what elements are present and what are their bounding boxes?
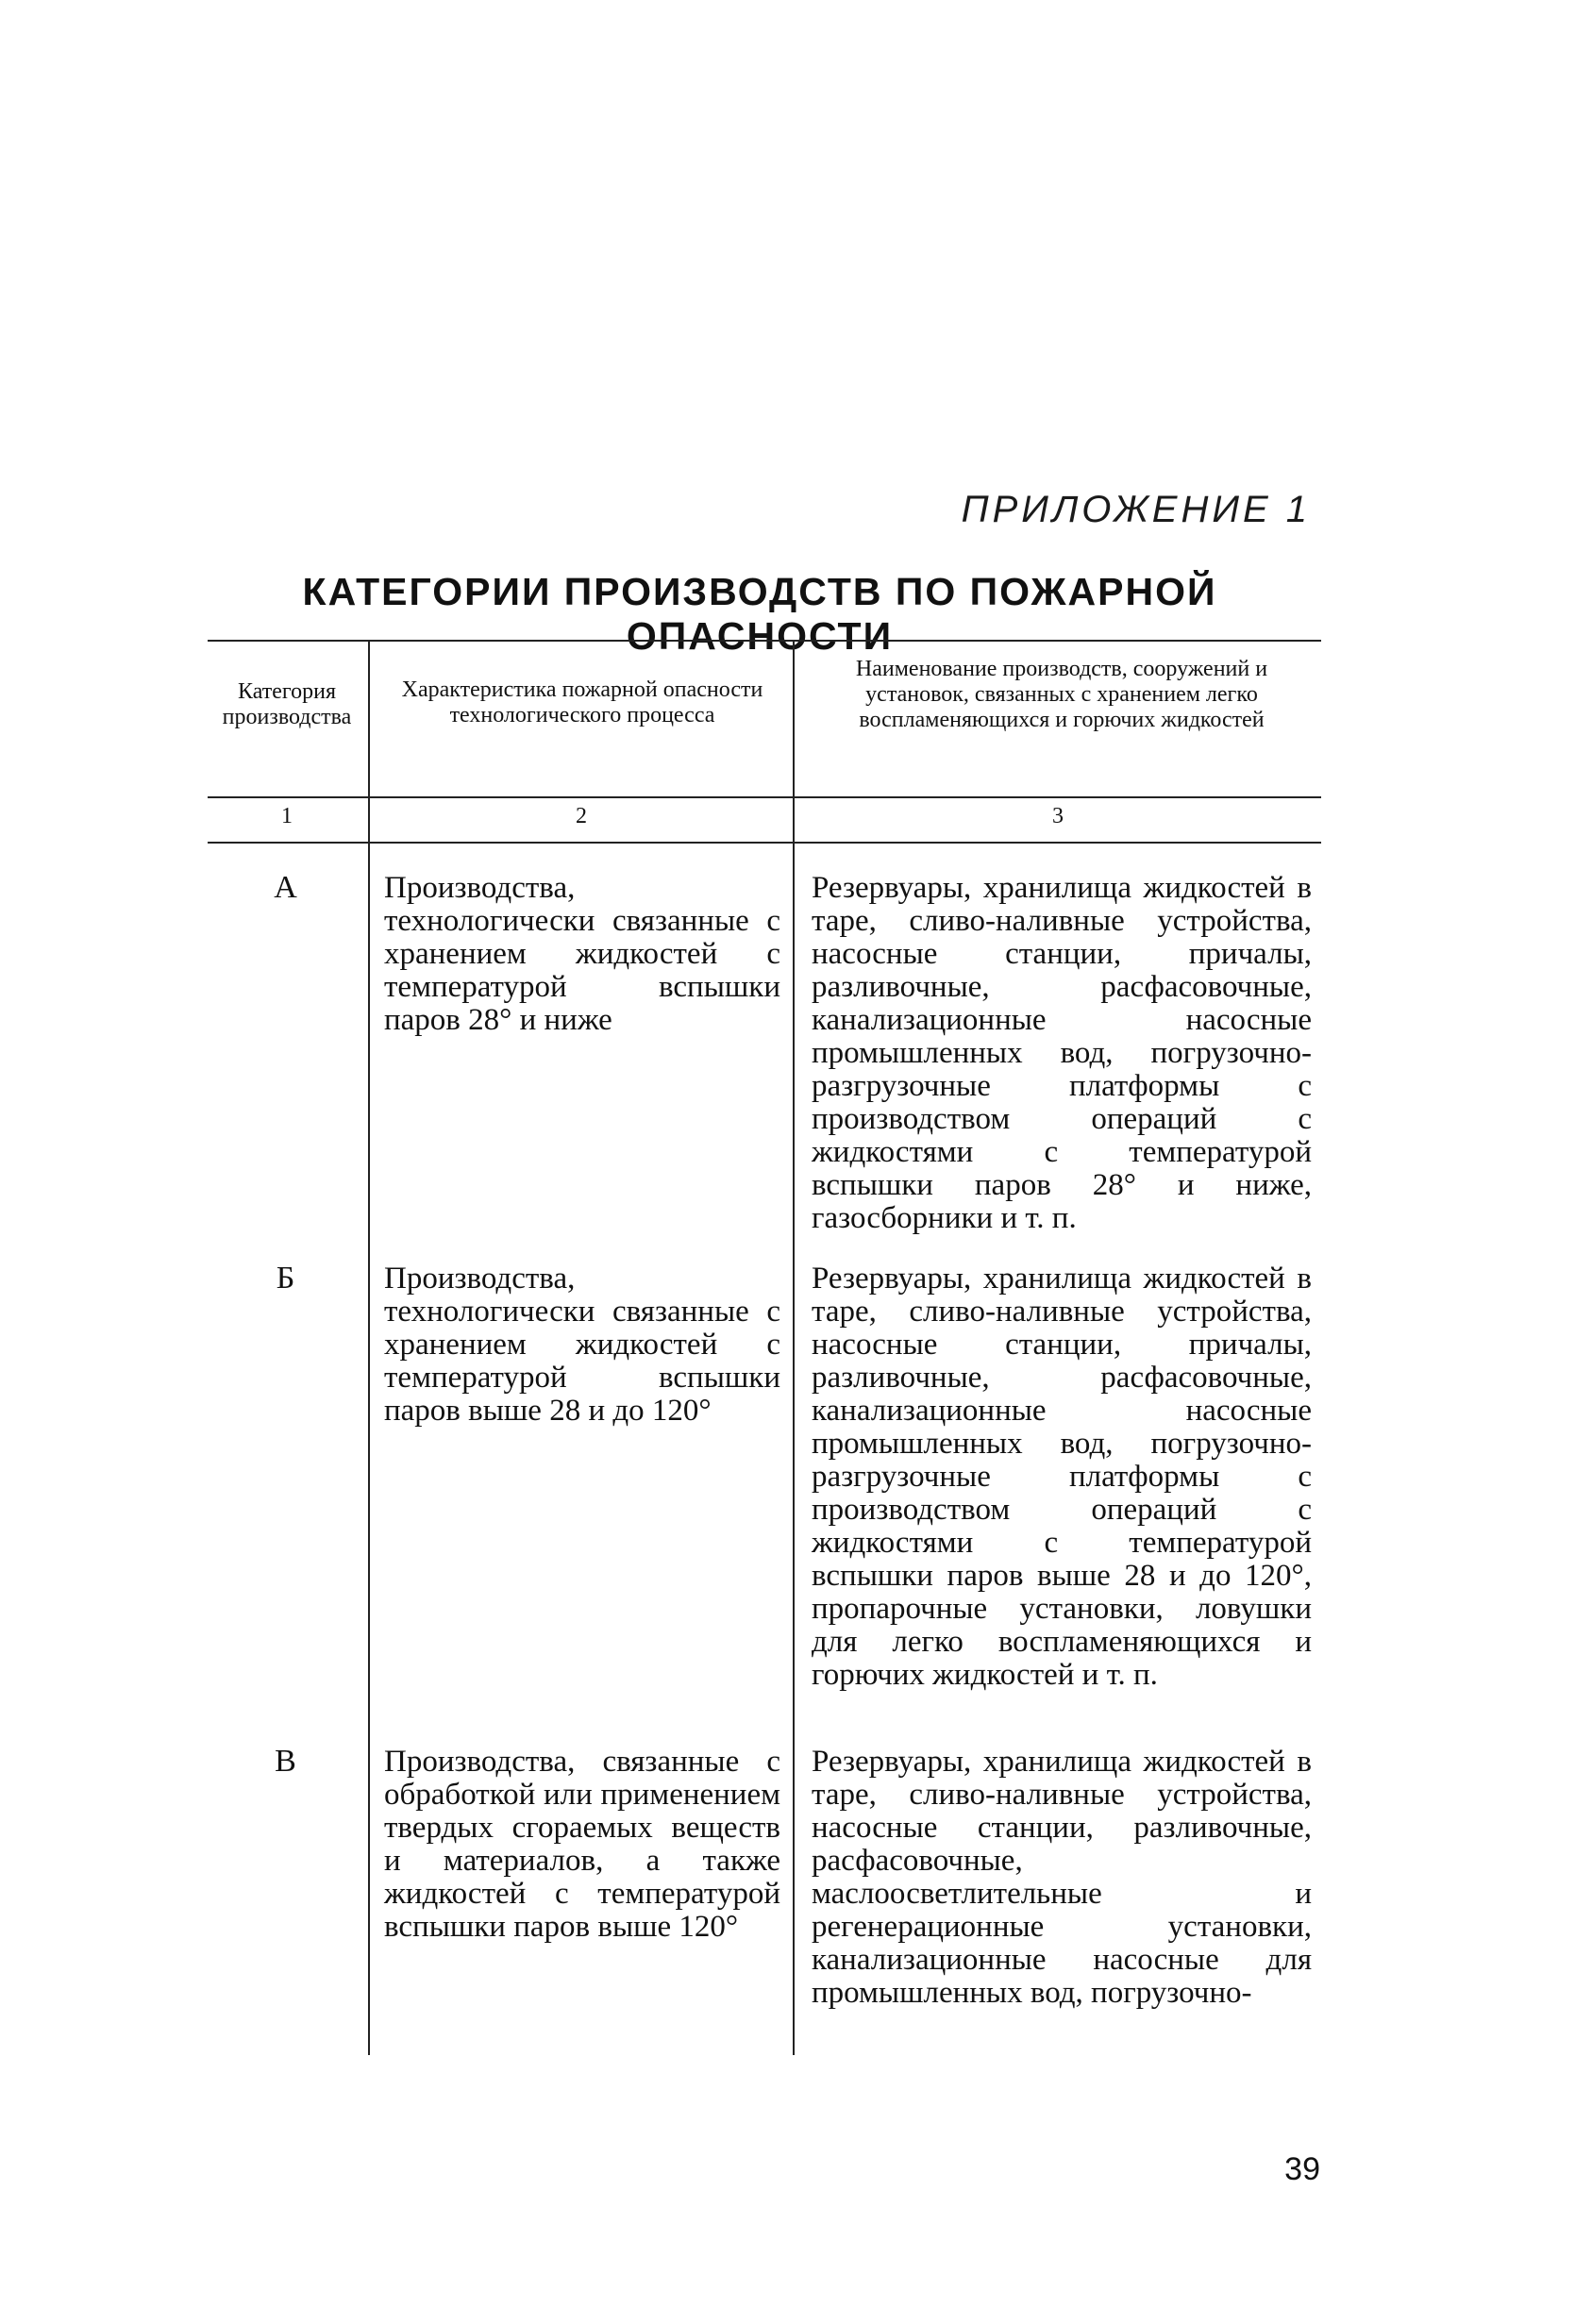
row-v-facilities: Резервуары, хранилища жидкостей в таре, сливо-наливные устройства, насосные станции, разливочные, расфасовочные, маслоосветлительные и регенерационные установки, канализационные насосные для промышленных вод, погрузочно-	[812, 1745, 1312, 2010]
column-divider-2	[793, 640, 795, 2055]
row-v-category: В	[275, 1744, 296, 1779]
row-a-category: А	[274, 870, 297, 905]
row-a-facilities: Резервуары, хранилища жидкостей в таре, сливо-наливные устройства, насосные станции, причалы, разливочные, расфасовочные, канализационные насосные промышленных вод, погрузочно-разгрузочные платформы с производством операций с жидкостями с температурой вспышки паров 28° и ниже, газосборники и т. п.	[812, 871, 1312, 1235]
column-numbers-bottom-rule	[208, 842, 1321, 844]
page-number: 39	[1284, 2151, 1320, 2187]
column-number-1: 1	[281, 804, 293, 828]
header-characteristic: Характеристика пожарной опасности технологического процесса	[401, 677, 763, 727]
row-a-characteristic: Производства, технологически связанные с хранением жидкостей с температурой вспышки паров 28° и ниже	[384, 871, 780, 1037]
header-category: Категория производства	[222, 679, 352, 729]
header-bottom-rule	[208, 796, 1321, 798]
page-title: КАТЕГОРИИ ПРОИЗВОДСТВ ПО ПОЖАРНОЙ ОПАСНОСТИ	[302, 570, 1217, 658]
header-facilities: Наименование производств, сооружений и установок, связанных с хранением легко воспламеняющихся и горючих жидкостей	[855, 657, 1268, 732]
row-b-facilities: Резервуары, хранилища жидкостей в таре, сливо-наливные устройства, насосные станции, причалы, разливочные, расфасовочные, канализационные насосные промышленных вод, погрузочно-разгрузочные платформы с производством операций с жидкостями с температурой вспышки паров выше 28 и до 120°, пропарочные установки, ловушки для легко воспламеняющихся и горючих жидкостей и т. п.	[812, 1262, 1312, 1692]
column-number-2: 2	[576, 804, 587, 828]
row-v-characteristic: Производства, связанные с обработкой или применением твердых сгораемых веществ и материалов, а также жидкостей с температурой вспышки паров выше 120°	[384, 1745, 780, 1944]
row-b-characteristic: Производства, технологически связанные с хранением жидкостей с температурой вспышки паров выше 28 и до 120°	[384, 1262, 780, 1428]
row-b-category: Б	[276, 1261, 295, 1296]
table-top-rule	[208, 640, 1321, 642]
column-number-3: 3	[1052, 804, 1064, 828]
appendix-label: ПРИЛОЖЕНИЕ 1	[961, 489, 1311, 530]
column-divider-1	[368, 640, 370, 2055]
